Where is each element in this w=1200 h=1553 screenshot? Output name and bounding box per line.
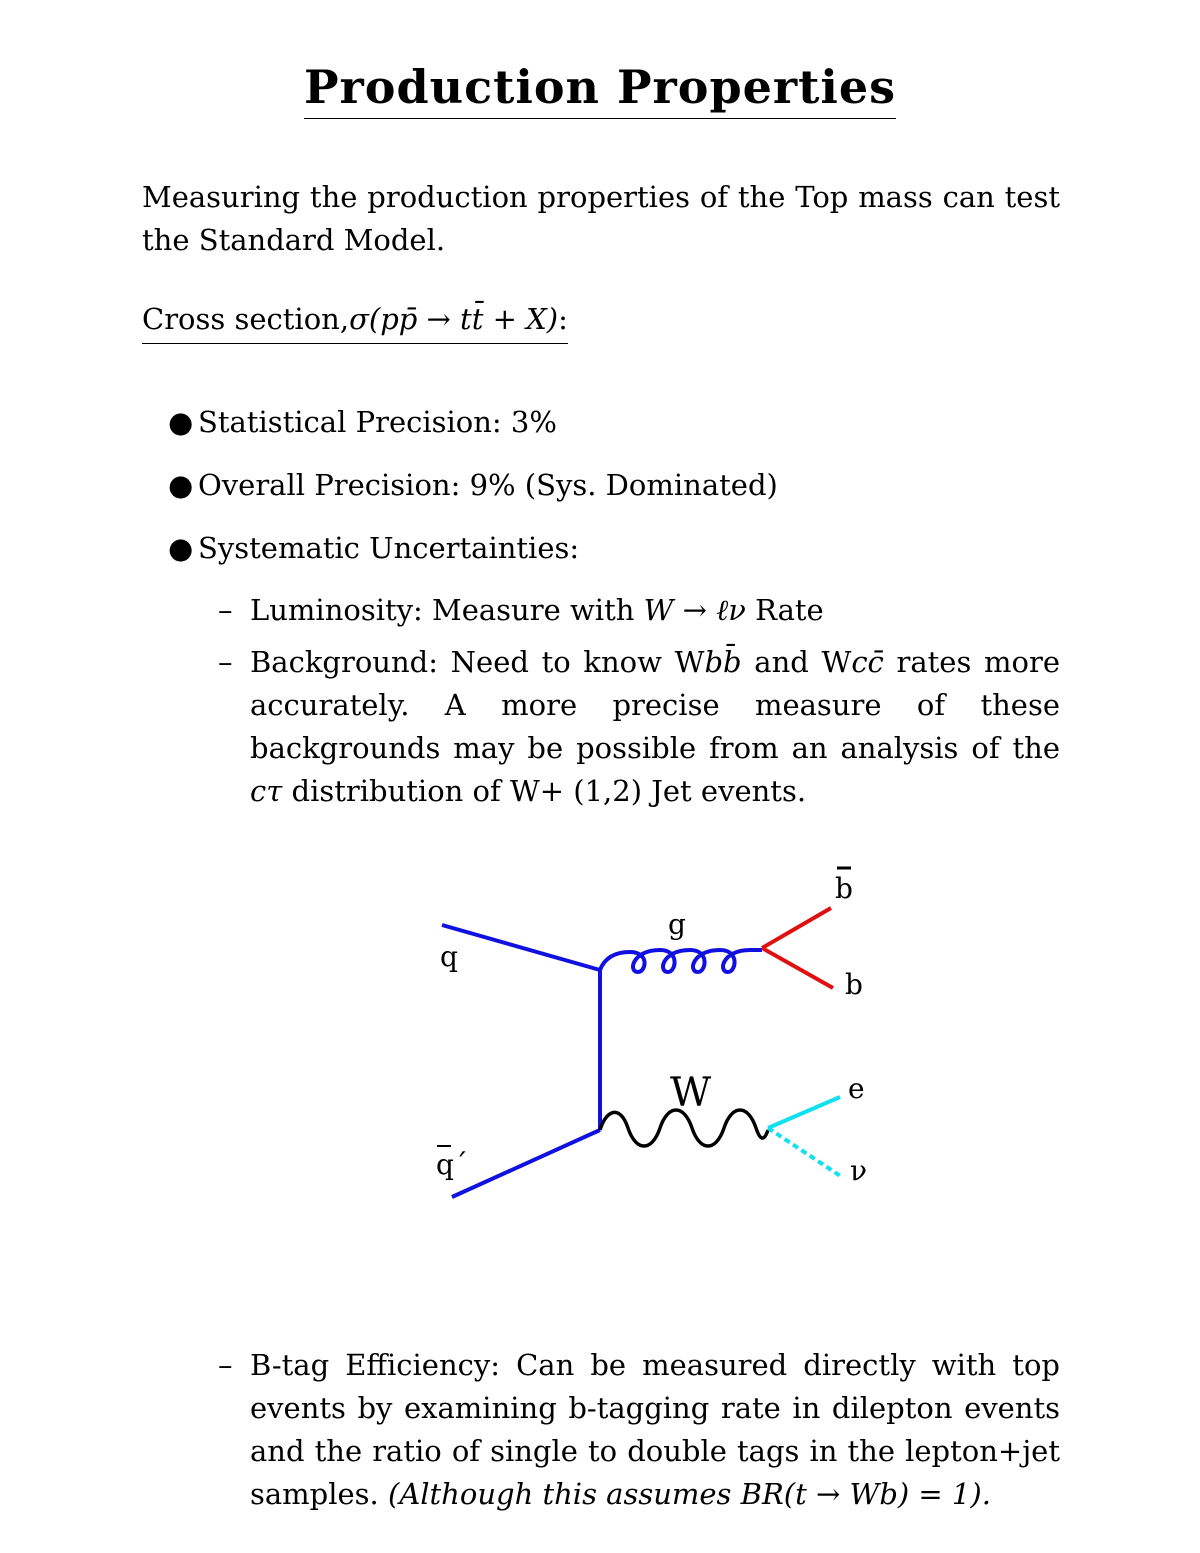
- label-g: g: [668, 908, 686, 941]
- quark-line-qbar: [452, 1130, 600, 1197]
- luminosity-suffix: Rate: [745, 593, 824, 627]
- page-title: Production Properties: [304, 58, 896, 119]
- luminosity-prefix: Luminosity: Measure with: [250, 593, 644, 627]
- background-cc: cc̄: [851, 645, 884, 679]
- background-part4: distribution of W+ (1,2) Jet events.: [282, 774, 807, 808]
- background-bb: bb̄: [704, 645, 742, 679]
- neutrino-line: [768, 1128, 842, 1177]
- electron-line: [768, 1097, 840, 1128]
- btag-italic: (Although this assumes BR(t → Wb) = 1).: [388, 1477, 991, 1511]
- cross-section-suffix: :: [558, 302, 568, 336]
- label-bbar: b: [835, 872, 853, 905]
- bullet-text: Statistical Precision: 3%: [198, 405, 557, 439]
- gluon-line: [600, 950, 762, 972]
- background-part1: Background: Need to know W: [250, 645, 705, 679]
- bullet-text: Overall Precision: 9% (Sys. Dominated): [198, 468, 778, 502]
- bullet-icon: ●: [168, 405, 194, 439]
- quark-line-q: [442, 925, 600, 970]
- bullet-text: Systematic Uncertainties:: [198, 531, 580, 565]
- luminosity-formula: W → ℓν: [643, 593, 746, 627]
- b-line: [762, 948, 833, 988]
- bullet-icon: ●: [168, 468, 194, 502]
- intro-paragraph: Measuring the production properties of the Top mass can test the Standard Model.: [142, 180, 1060, 257]
- label-b: b: [845, 968, 863, 1001]
- background-ctau: cτ: [250, 774, 283, 808]
- cross-section-formula: σ(pp̄ → tt̄ + X): [349, 302, 559, 336]
- dash-icon: –: [218, 645, 233, 679]
- cross-section-label: Cross section,: [142, 302, 350, 336]
- btag-text: B-tag Efficiency: Can be measured directly with top events by examining b-tagging rate in dilepton events and the ratio of single to double tags in the lepton+jet samples.: [250, 1348, 1060, 1511]
- bbar-line: [762, 908, 831, 948]
- label-qbar-prime: q´: [436, 1148, 468, 1181]
- background-part2: and W: [741, 645, 852, 679]
- label-w: W: [670, 1070, 712, 1116]
- background-part3: rates more accurately. A more precise measure of these backgrounds may be possible from an analysis of the: [250, 645, 1060, 765]
- dash-icon: –: [218, 593, 233, 627]
- bullet-icon: ●: [168, 531, 194, 565]
- dash-icon: –: [218, 1348, 233, 1382]
- label-e: e: [848, 1072, 865, 1105]
- sub-item-btag: [218, 1344, 1060, 1516]
- label-q: q: [440, 940, 458, 973]
- label-nu: ν: [850, 1154, 868, 1187]
